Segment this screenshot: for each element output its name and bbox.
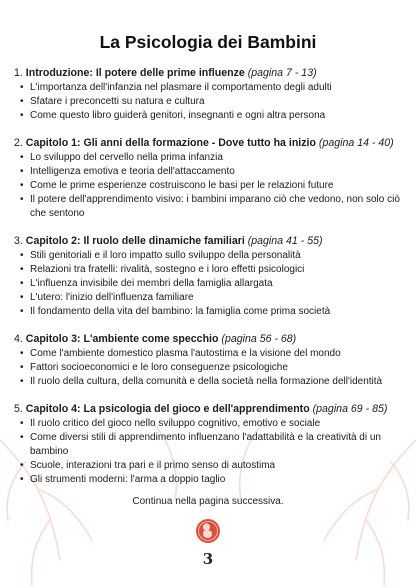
topic-item: • Il ruolo della cultura, della comunità e della società nella formazione dell'identità <box>20 375 406 389</box>
chapter-heading <box>14 66 406 80</box>
chapter-number: 4. <box>14 333 23 345</box>
chapter-topic-list <box>14 417 406 487</box>
chapter-number: 3. <box>14 235 23 247</box>
chapter-topic-list <box>14 81 406 123</box>
topic-item: • L'influenza invisibile dei membri della famiglia allargata <box>20 277 406 291</box>
topic-item: • Lo sviluppo del cervello nella prima infanzia <box>20 151 406 165</box>
topic-item: • Come questo libro guiderà genitori, insegnanti e ogni altra persona <box>20 109 406 123</box>
chapter-heading <box>14 402 406 416</box>
topic-item: • Gli strumenti moderni: l'arma a doppio taglio <box>20 473 406 487</box>
continue-note: Continua nella pagina successiva. <box>132 496 284 507</box>
toc-chapter-5 <box>14 402 406 487</box>
topic-item: • Il fondamento della vita del bambino: la famiglia come prima società <box>20 305 406 319</box>
topic-item: • Sfatare i preconcetti su natura e cultura <box>20 95 406 109</box>
chapter-topic-list <box>14 151 406 221</box>
chapter-pages: (pagina 7 - 13) <box>247 67 317 79</box>
topic-item: • Stili genitoriali e il loro impatto sullo sviluppo della personalità <box>20 249 406 263</box>
topic-item: • Come l'ambiente domestico plasma l'autostima e la visione del mondo <box>20 347 406 361</box>
chapter-pages: (pagina 69 - 85) <box>312 403 388 415</box>
chapter-number: 2. <box>14 137 23 149</box>
toc-chapter-2 <box>14 136 406 221</box>
chapter-number: 1. <box>14 67 23 79</box>
chapter-heading <box>14 136 406 150</box>
topic-item: • L'utero: l'inizio dell'influenza familiare <box>20 291 406 305</box>
topic-item: • L'importanza dell'infanzia nel plasmare il comportamento degli adulti <box>20 81 406 95</box>
topic-item: • Come le prime esperienze costruiscono le basi per le relazioni future <box>20 179 406 193</box>
topic-item: • Il ruolo critico del gioco nello sviluppo cognitivo, emotivo e sociale <box>20 417 406 431</box>
chapter-heading <box>14 234 406 248</box>
chapter-pages: (pagina 41 - 55) <box>247 235 323 247</box>
chapter-number: 5. <box>14 403 23 415</box>
topic-item: • Come diversi stili di apprendimento influenzano l'adattabilità e la creatività di un bambino <box>20 431 406 459</box>
toc-chapter-1 <box>14 66 406 123</box>
toc-chapter-4 <box>14 332 406 389</box>
document-title: La Psicologia dei Bambini <box>99 32 317 52</box>
chapter-title: Capitolo 2: Il ruolo delle dinamiche familiari <box>25 235 245 247</box>
chapter-topic-list <box>14 347 406 389</box>
chapter-pages: (pagina 56 - 68) <box>221 333 297 345</box>
chapter-heading <box>14 332 406 346</box>
topic-item: • Relazioni tra fratelli: rivalità, sostegno e i loro effetti psicologici <box>20 263 406 277</box>
topic-item: • Scuole, interazioni tra pari e il primo senso di autostima <box>20 459 406 473</box>
chapter-title: Introduzione: Il potere delle prime influenze <box>25 67 245 79</box>
topic-item: • Il potere dell'apprendimento visivo: i bambini imparano ciò che vedono, non solo ciò che sentono <box>20 193 406 221</box>
table-of-contents <box>14 66 406 500</box>
chapter-title: Capitolo 4: La psicologia del gioco e dell'apprendimento <box>25 403 310 415</box>
toc-chapter-3 <box>14 234 406 319</box>
chapter-title: Capitolo 3: L'ambiente come specchio <box>25 333 219 345</box>
topic-item: • Intelligenza emotiva e teoria dell'attaccamento <box>20 165 406 179</box>
chapter-pages: (pagina 14 - 40) <box>318 137 394 149</box>
topic-item: • Fattori socioeconomici e le loro conseguenze psicologiche <box>20 361 406 375</box>
fetus-emblem-icon <box>195 518 221 544</box>
chapter-topic-list <box>14 249 406 319</box>
chapter-title: Capitolo 1: Gli anni della formazione - Dove tutto ha inizio <box>25 137 316 149</box>
page-number: 3 <box>202 550 214 568</box>
